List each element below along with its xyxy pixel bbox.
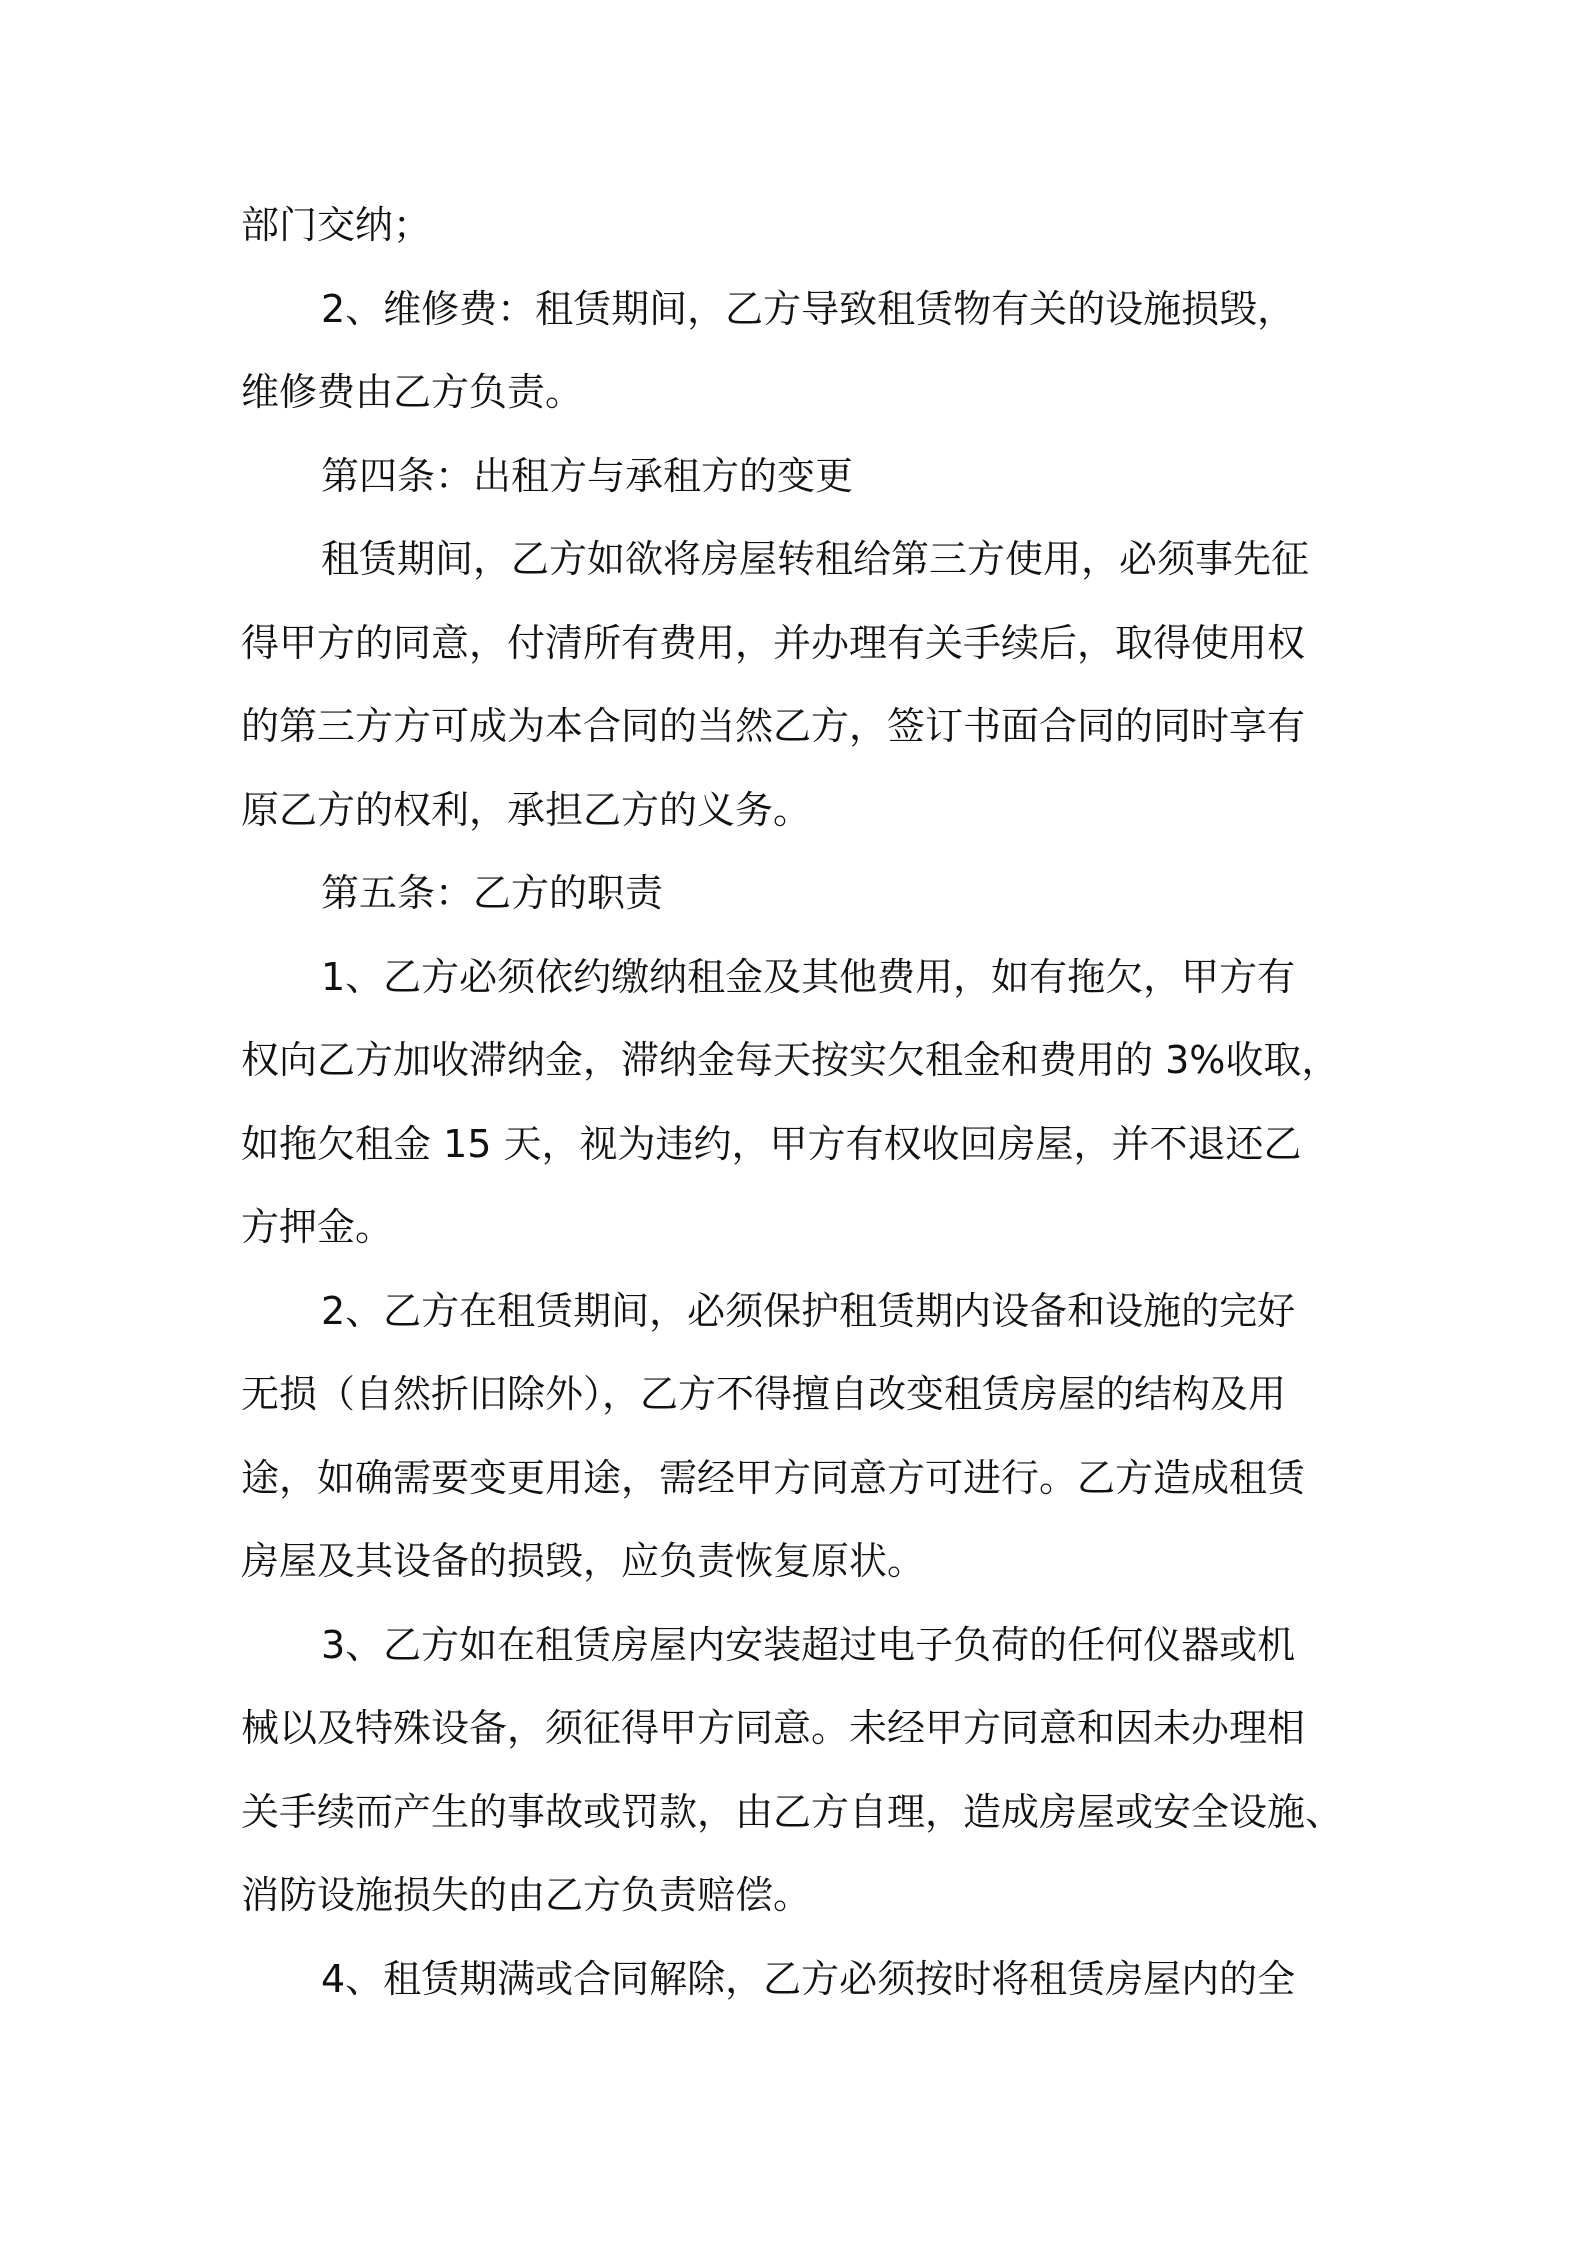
body-text (241, 184, 1366, 2021)
text-line: 2、维修费：租赁期间，乙方导致租赁物有关的设施损毁， (321, 286, 1296, 331)
text-line: 如拖欠租金 15 天，视为违约，甲方有权收回房屋，并不退还乙 (241, 1121, 1302, 1166)
text-line: 部门交纳； (241, 203, 432, 247)
text-line: 租赁期间，乙方如欲将房屋转租给第三方使用，必须事先征 (321, 537, 1310, 581)
text-line: 1、乙方必须依约缴纳租金及其他费用，如有拖欠，甲方有 (321, 954, 1296, 999)
text-line: 房屋及其设备的损毁，应负责恢复原状。 (241, 1539, 926, 1583)
text-line: 械以及特殊设备，须征得甲方同意。未经甲方同意和因未办理相 (241, 1706, 1306, 1750)
text-line: 关手续而产生的事故或罚款，由乙方自理，造成房屋或安全设施、 (241, 1789, 1344, 1834)
text-line: 无损（自然折旧除外），乙方不得擅自改变租赁房屋的结构及用 (241, 1372, 1287, 1416)
text-line: 维修费由乙方负责。 (241, 370, 584, 414)
text-line: 消防设施损失的由乙方负责赔偿。 (241, 1873, 812, 1917)
text-line: 原乙方的权利，承担乙方的义务。 (241, 787, 812, 832)
text-line: 途，如确需要变更用途，需经甲方同意方可进行。乙方造成租赁 (241, 1455, 1306, 1500)
text-line: 第五条：乙方的职责 (321, 871, 664, 915)
text-line: 2、乙方在租赁期间，必须保护租赁期内设备和设施的完好 (321, 1288, 1296, 1333)
text-line: 方押金。 (241, 1205, 394, 1249)
text-line: 3、乙方如在租赁房屋内安装超过电子负荷的任何仪器或机 (321, 1622, 1296, 1667)
text-line: 得甲方的同意，付清所有费用，并办理有关手续后，取得使用权 (241, 620, 1306, 665)
text-line: 权向乙方加收滞纳金，滞纳金每天按实欠租金和费用的 3%收取， (241, 1038, 1340, 1082)
text-line: 的第三方方可成为本合同的当然乙方，签订书面合同的同时享有 (241, 704, 1306, 748)
text-line: 第四条：出租方与承租方的变更 (321, 453, 854, 498)
text-line: 4、租赁期满或合同解除，乙方必须按时将租赁房屋内的全 (321, 1956, 1296, 2001)
